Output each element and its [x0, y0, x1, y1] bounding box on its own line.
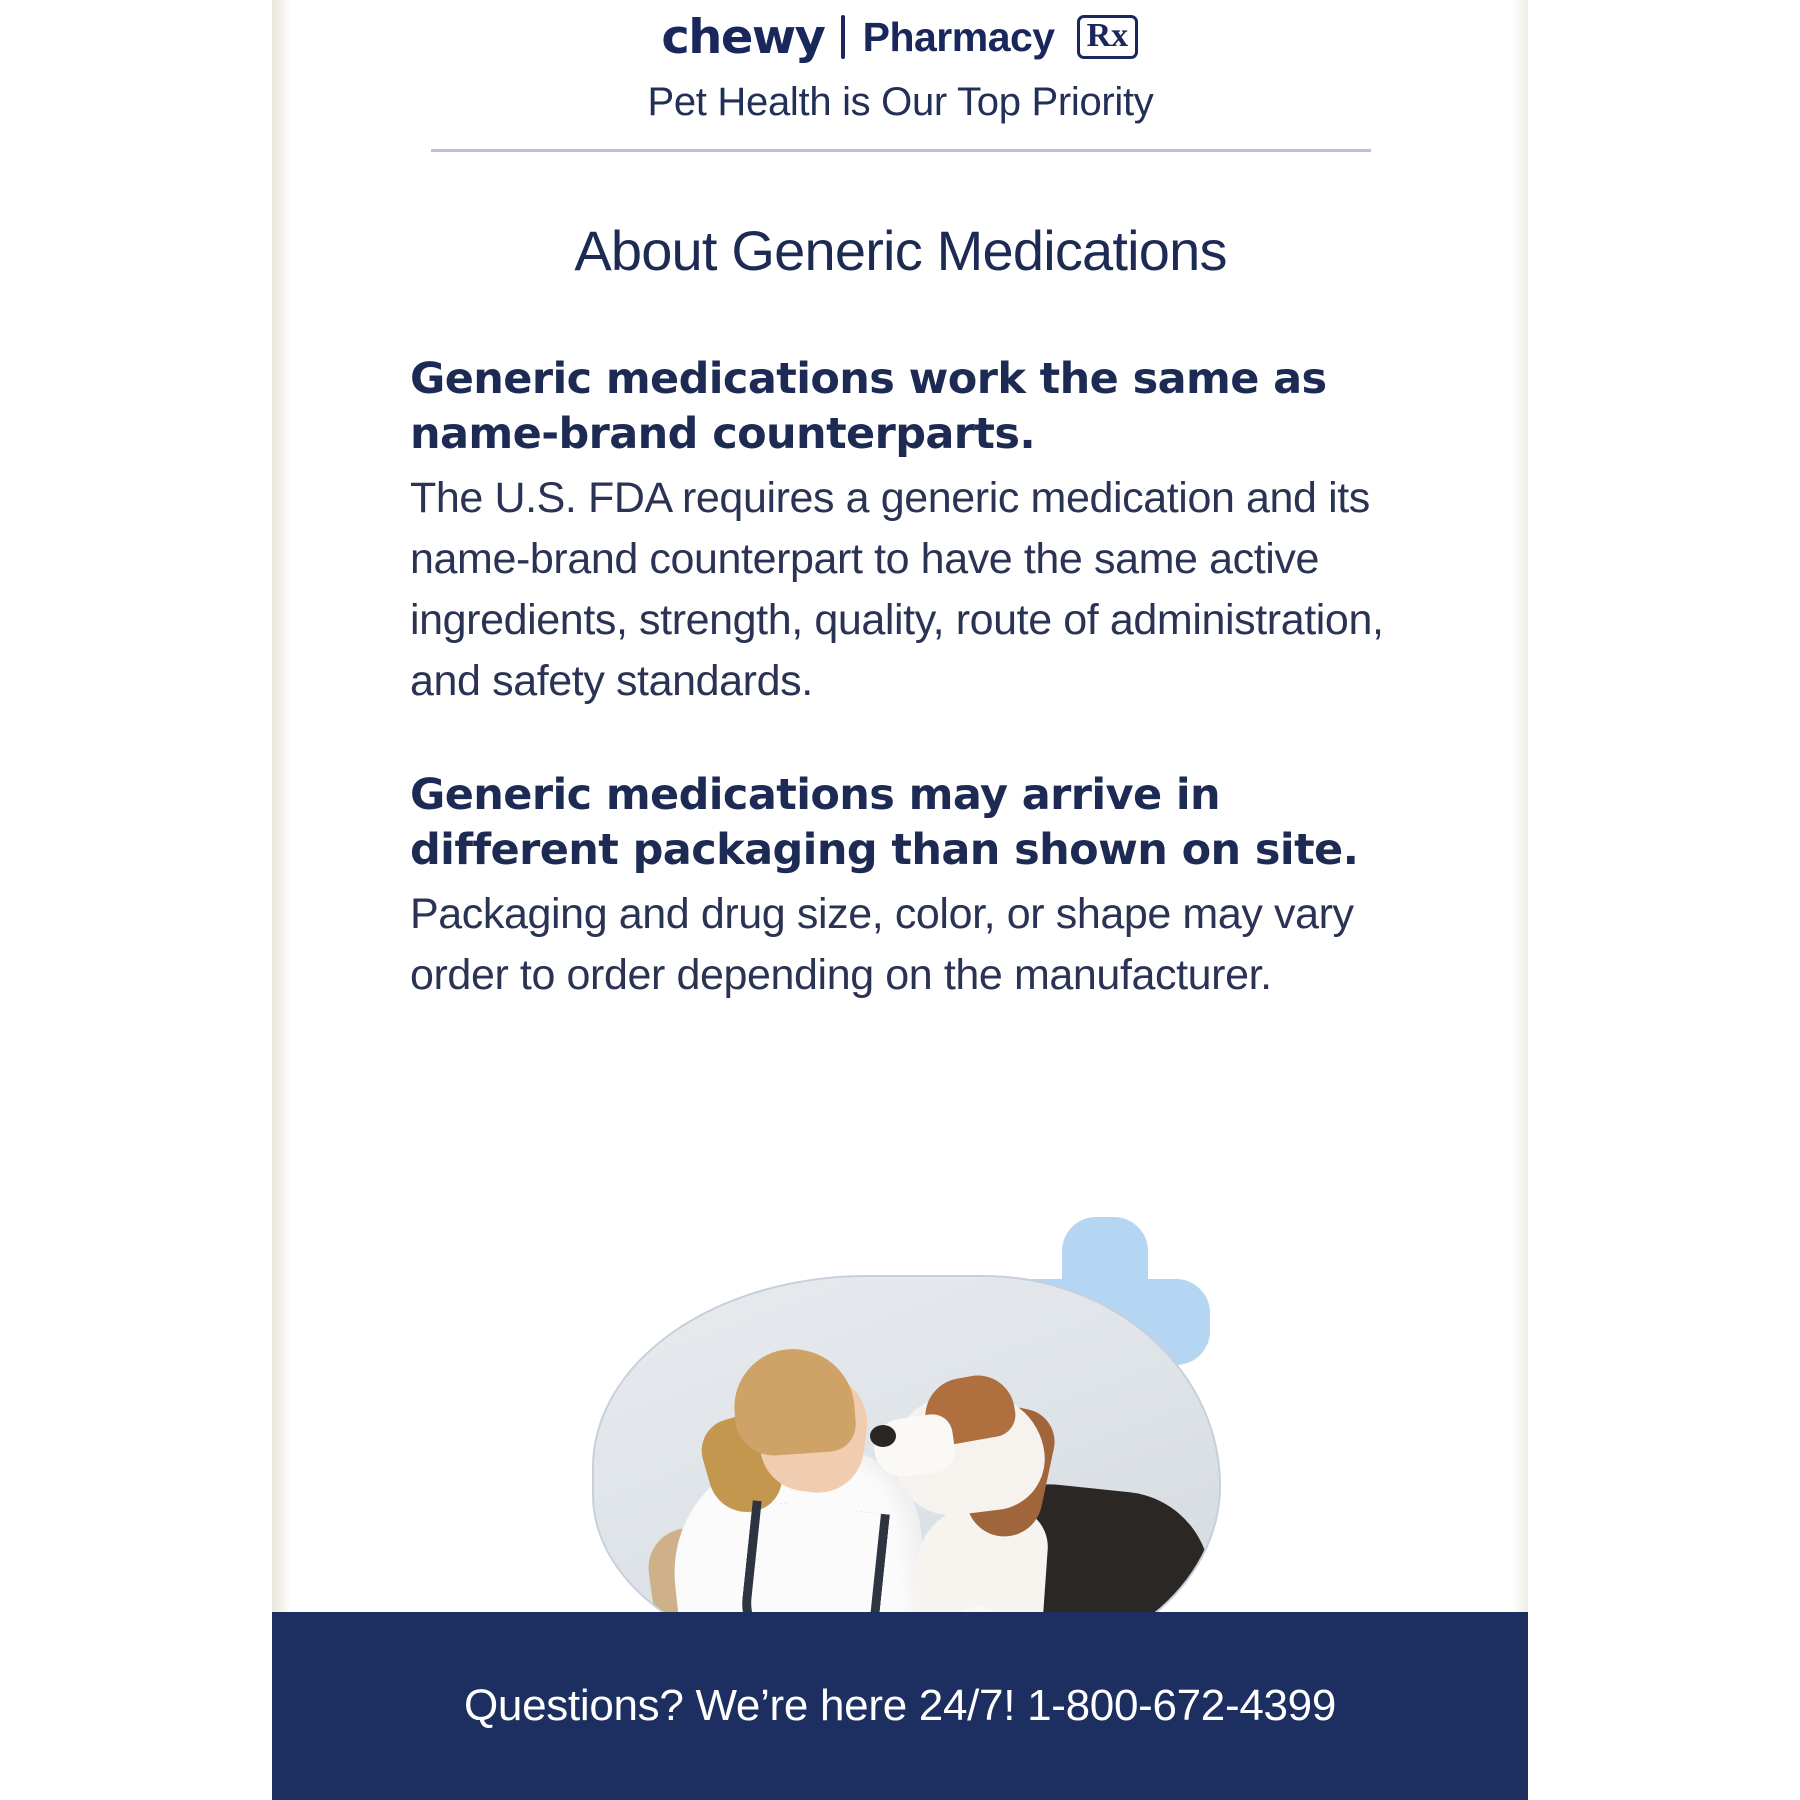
section-1-heading: Generic medications work the same as name-brand counterparts. — [410, 354, 1327, 460]
vet-and-dog-photo — [592, 1275, 1221, 1669]
illustration — [580, 1245, 1260, 1665]
footer-banner — [272, 1612, 1528, 1800]
rx-icon: Rx — [1077, 15, 1139, 60]
section-2-heading: Generic medications may arrive in different packaging than shown on site. — [410, 770, 1359, 876]
pharmacy-label: Pharmacy — [862, 13, 1055, 60]
header-divider — [431, 149, 1371, 152]
brand-divider — [841, 15, 845, 59]
tagline: Pet Health is Our Top Priority — [647, 80, 1154, 124]
section-1 — [410, 352, 1440, 712]
section-2 — [410, 768, 1440, 1006]
header — [290, 6, 1511, 152]
content-body — [410, 352, 1440, 1006]
section-2-body: Packaging and drug size, color, or shape may vary order to order depending on the manufacturer. — [410, 890, 1354, 1000]
chewy-logo: chewy — [661, 9, 825, 65]
page-title: About Generic Medications — [574, 219, 1227, 282]
support-phone-text: Questions? We’re here 24/7! 1-800-672-4399 — [463, 1681, 1337, 1730]
dog-nose — [870, 1425, 896, 1447]
section-1-body: The U.S. FDA requires a generic medication and its name-brand counterpart to have the same active ingredients, strength, quality, route of administration, and safety standards. — [410, 474, 1384, 706]
paper-edge-right — [1511, 0, 1528, 1800]
brand-row — [290, 6, 1511, 68]
paper-edge-left — [272, 0, 290, 1800]
